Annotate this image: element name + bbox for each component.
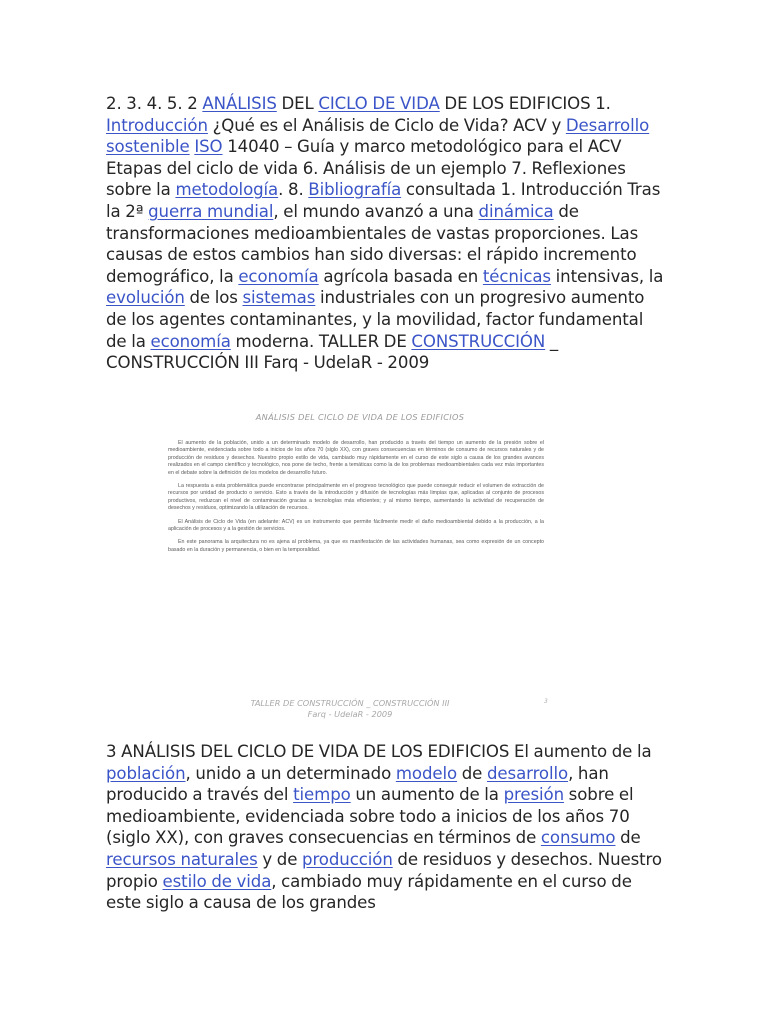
inline-link[interactable]: Bibliografía (308, 180, 402, 200)
inline-link[interactable]: dinámica (478, 201, 554, 221)
inline-link[interactable]: población (106, 763, 186, 783)
inline-link[interactable]: evolución (106, 288, 185, 308)
scan-footer-line: Farq - UdelaR - 2009 (307, 709, 393, 719)
text-run: moderna. TALLER DE (230, 331, 412, 351)
inline-link[interactable]: desarrollo (486, 763, 569, 783)
inline-link[interactable]: producción (302, 849, 393, 869)
inline-link[interactable]: sistemas (242, 288, 316, 308)
inline-link[interactable]: CICLO DE VIDA (318, 94, 440, 113)
text-run: , el mundo avanzó a una (273, 201, 479, 221)
inline-link[interactable]: recursos naturales (106, 849, 258, 869)
text-run: , unido a un determinado (185, 763, 396, 783)
inline-link[interactable]: presión (503, 785, 564, 805)
scan-paragraph: El aumento de la población, unido a un determinado modelo de desarrollo, han producido a través del tiempo un aumento de la presión sobre el medioambiente, evidenciada sobre todo a inicios de los años 70 (siglo XX), con graves consecuencias en términos de consumo de recursos naturales y de producción de residuos y desechos. Nuestro propio estilo de vida, cambiado muy rápidamente en el curso de este siglo a causa de los grandes avances realizados en el campo científico y tecnológico, nos pone de techo, frente a temáticas como la de los problemas medioambientales cada vez más importantes en el debate sobre la definición de los modelos de desarrollo futuro. (168, 440, 544, 476)
intro-paragraph (106, 93, 666, 374)
inline-link[interactable]: economía (150, 331, 231, 351)
text-run: 14040 – Guía y marco metodológico para el ACV Etapas del ciclo de vida 6. Análisis de un ejemplo 7. Reflexiones sobre la (106, 137, 626, 200)
inline-link[interactable]: guerra mundial (148, 201, 274, 221)
text-run: DE LOS EDIFICIOS 1. (439, 94, 611, 113)
embedded-page-image (150, 400, 570, 730)
scan-page-number: 3 (544, 698, 548, 705)
inline-link[interactable]: metodología (175, 180, 279, 200)
inline-link[interactable]: Desarrollo sostenible (106, 115, 650, 157)
text-run: consultada 1. Introducción Tras la 2ª (106, 180, 661, 221)
scan-body (168, 440, 544, 560)
text-run: 3 ANÁLISIS DEL CICLO DE VIDA DE LOS EDIFICIOS El aumento de la (106, 742, 652, 761)
scan-paragraph: En este panorama la arquitectura no es ajena al problema, ya que es manifestación de las actividades humanas, sea como expresión de un concepto basado en la duración y permanencia, o bien en la temporalidad. (168, 539, 544, 553)
text-run: , cambiado muy rápidamente en el curso de este siglo a causa de los grandes (106, 871, 632, 913)
inline-link[interactable]: tiempo (293, 785, 351, 805)
text-run: intensivas, la (550, 266, 664, 286)
inline-link[interactable]: ISO (194, 137, 223, 157)
inline-link[interactable]: consumo (540, 828, 616, 848)
text-run: un aumento de la (350, 785, 504, 805)
scan-title: ANÁLISIS DEL CICLO DE VIDA DE LOS EDIFICIOS (255, 412, 465, 422)
inline-link[interactable]: técnicas (482, 266, 551, 286)
inline-link[interactable]: CONSTRUCCIÓN (411, 331, 546, 351)
scan-footer-line: TALLER DE CONSTRUCCIÓN _ CONSTRUCCIÓN III (250, 698, 450, 708)
text-run: agrícola basada en (318, 266, 483, 286)
inline-link[interactable]: economía (238, 266, 319, 286)
text-run: , han producido a través del (106, 763, 609, 805)
scan-paragraph: El Análisis de Ciclo de Vida (en adelante: ACV) es un instrumento que permite fácilmente medir el daño medioambiental debido a la producción, a la aplicación de procesos y a la gestión de servicios. (168, 518, 544, 533)
text-run: sobre el medioambiente, evidenciada sobre todo a inicios de los años 70 (siglo XX), con graves consecuencias en términos de (106, 785, 634, 848)
text-run: _ CONSTRUCCIÓN III Farq - UdelaR - 2009 (106, 331, 559, 373)
text-run: industriales con un progresivo aumento de los agentes contaminantes, y la movilidad, factor fundamental de la (106, 288, 645, 351)
text-run: ¿Qué es el Análisis de Ciclo de Vida? ACV y (207, 115, 566, 135)
text-run: DEL (276, 94, 319, 113)
text-run: de (615, 828, 641, 848)
inline-link[interactable]: Introducción (106, 115, 208, 135)
inline-link[interactable]: ANÁLISIS (202, 94, 277, 113)
text-run: y de (257, 849, 303, 869)
text-run: de (457, 763, 487, 783)
inline-link[interactable]: modelo (395, 763, 458, 783)
text-run: 2. 3. 4. 5. 2 (106, 94, 203, 113)
scan-footer (210, 698, 490, 720)
scan-paragraph: La respuesta a esta problemática puede encontrarse principalmente en el progreso tecnológico que puede conseguir reducir el volumen de extracción de recursos por unidad de producto o servicio. Esto a través de la introducción y difusión de tecnologías más limpias que, aplicadas al conjunto de procesos productivos, reduzcan el nivel de contaminación gracias a tecnologías más eficientes; y al mismo tiempo, aumentando la actividad de recuperación de desechos y residuos, optimizando la utilización de recursos. (168, 483, 544, 512)
text-run: . 8. (278, 180, 309, 200)
text-run: de transformaciones medioambientales de vastas proporciones. Las causas de estos cambios han sido diversas: el rápido incremento demográfico, la (106, 201, 639, 286)
text-run: de residuos y desechos. Nuestro propio (106, 849, 662, 891)
text-run: de los (184, 288, 243, 308)
body-paragraph (106, 741, 666, 914)
inline-link[interactable]: estilo de vida (162, 871, 272, 891)
